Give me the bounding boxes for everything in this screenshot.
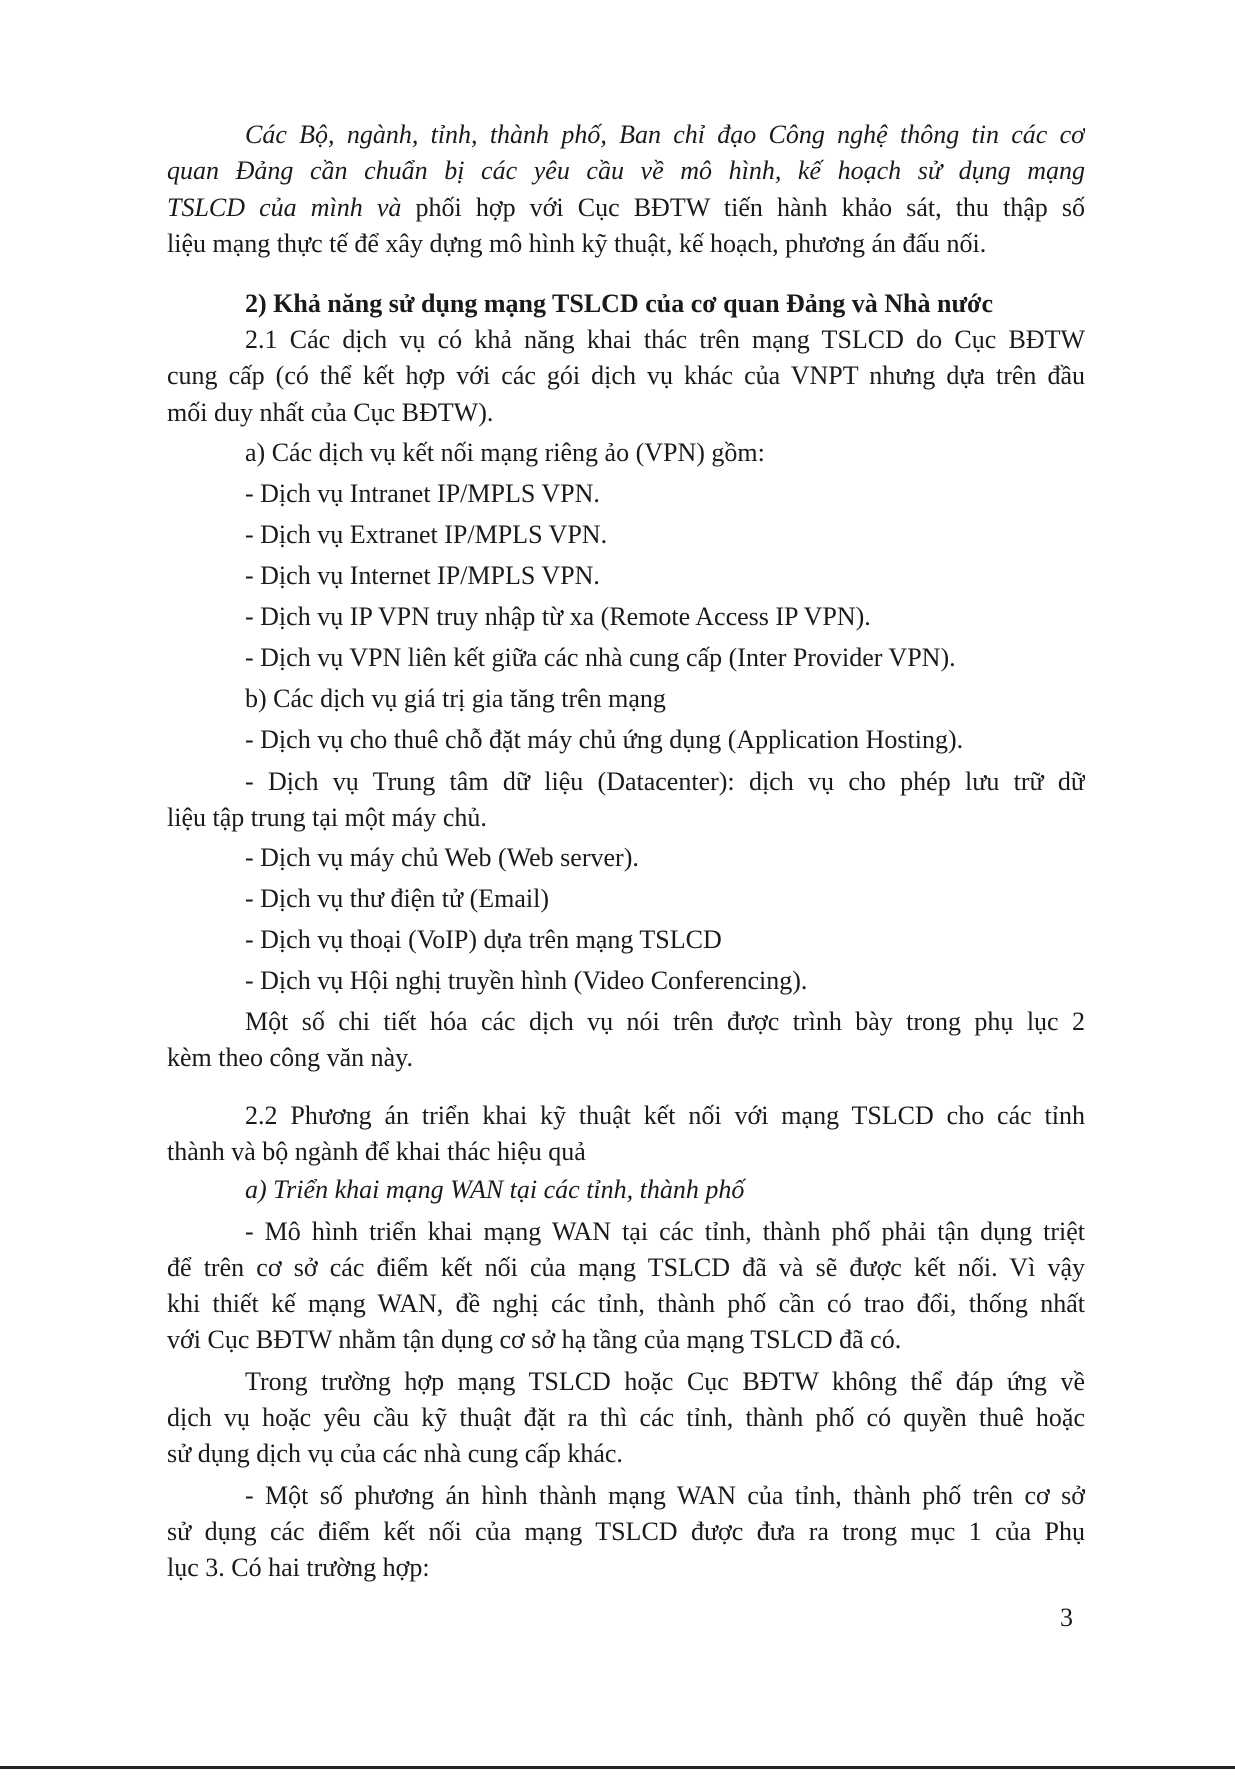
text-line: Trong trường hợp mạng TSLCD hoặc Cục BĐTW không thể đáp ứng về <box>245 1367 1085 1396</box>
list-item: - Dịch vụ VPN liên kết giữa các nhà cung cấp (Inter Provider VPN). <box>245 643 956 672</box>
text-line: dịch vụ hoặc yêu cầu kỹ thuật đặt ra thì các tỉnh, thành phố có quyền thuê hoặc <box>167 1403 1085 1432</box>
text-line: liệu tập trung tại một máy chủ. <box>167 803 487 832</box>
text-line: kèm theo công văn này. <box>167 1043 413 1072</box>
text-line: b) Các dịch vụ giá trị gia tăng trên mạng <box>245 684 666 713</box>
list-item: - Dịch vụ thoại (VoIP) dựa trên mạng TSLCD <box>245 925 722 954</box>
text-line: Một số chi tiết hóa các dịch vụ nói trên được trình bày trong phụ lục 2 <box>245 1007 1085 1036</box>
list-item: - Dịch vụ Intranet IP/MPLS VPN. <box>245 479 600 508</box>
text-line <box>167 190 1085 226</box>
text-line: Các Bộ, ngành, tỉnh, thành phố, Ban chỉ đạo Công nghệ thông tin các cơ <box>245 120 1085 149</box>
text-line: - Một số phương án hình thành mạng WAN của tỉnh, thành phố trên cơ sở <box>245 1481 1085 1510</box>
text-line: cung cấp (có thể kết hợp với các gói dịch vụ khác của VNPT nhưng dựa trên đầu <box>167 361 1085 390</box>
list-item: - Dịch vụ Trung tâm dữ liệu (Datacenter): dịch vụ cho phép lưu trữ dữ <box>245 767 1085 796</box>
text-line: quan Đảng cần chuẩn bị các yêu cầu về mô hình, kế hoạch sử dụng mạng <box>167 156 1085 185</box>
list-item: - Dịch vụ Extranet IP/MPLS VPN. <box>245 520 608 549</box>
subsection-heading: a) Triển khai mạng WAN tại các tỉnh, thành phố <box>245 1175 745 1204</box>
list-item: - Dịch vụ thư điện tử (Email) <box>245 884 550 913</box>
text-line: sử dụng các điểm kết nối của mạng TSLCD được đưa ra trong mục 1 của Phụ <box>167 1517 1085 1546</box>
list-item: - Dịch vụ cho thuê chỗ đặt máy chủ ứng dụng (Application Hosting). <box>245 725 964 754</box>
text-line: thành và bộ ngành để khai thác hiệu quả <box>167 1137 586 1166</box>
list-item: - Dịch vụ Internet IP/MPLS VPN. <box>245 561 600 590</box>
scan-edge-line <box>0 1766 1235 1769</box>
page-number: 3 <box>1060 1603 1073 1632</box>
text-line: liệu mạng thực tế để xây dựng mô hình kỹ thuật, kế hoạch, phương án đấu nối. <box>167 229 987 258</box>
normal-segment: phối hợp với Cục BĐTW tiến hành khảo sát, thu thập số <box>401 193 1085 222</box>
text-line: để trên cơ sở các điểm kết nối của mạng TSLCD đã và sẽ được kết nối. Vì vậy <box>167 1253 1085 1282</box>
text-line: với Cục BĐTW nhằm tận dụng cơ sở hạ tầng của mạng TSLCD đã có. <box>167 1325 902 1354</box>
text-line: mối duy nhất của Cục BĐTW). <box>167 398 494 427</box>
text-line: lục 3. Có hai trường hợp: <box>167 1553 430 1582</box>
text-line: - Mô hình triển khai mạng WAN tại các tỉnh, thành phố phải tận dụng triệt <box>245 1217 1085 1246</box>
text-line: sử dụng dịch vụ của các nhà cung cấp khác. <box>167 1439 623 1468</box>
italic-segment: TSLCD của mình và <box>167 193 402 222</box>
text-line: khi thiết kế mạng WAN, đề nghị các tỉnh, thành phố cần có trao đổi, thống nhất <box>167 1289 1085 1318</box>
section-heading: 2) Khả năng sử dụng mạng TSLCD của cơ quan Đảng và Nhà nước <box>245 289 993 318</box>
text-line: 2.2 Phương án triển khai kỹ thuật kết nối với mạng TSLCD cho các tỉnh <box>245 1101 1085 1130</box>
list-item: - Dịch vụ IP VPN truy nhập từ xa (Remote Access IP VPN). <box>245 602 871 631</box>
list-item: - Dịch vụ máy chủ Web (Web server). <box>245 843 639 872</box>
text-line: a) Các dịch vụ kết nối mạng riêng ảo (VPN) gồm: <box>245 438 765 467</box>
list-item: - Dịch vụ Hội nghị truyền hình (Video Conferencing). <box>245 966 808 995</box>
text-line: 2.1 Các dịch vụ có khả năng khai thác trên mạng TSLCD do Cục BĐTW <box>245 325 1085 354</box>
